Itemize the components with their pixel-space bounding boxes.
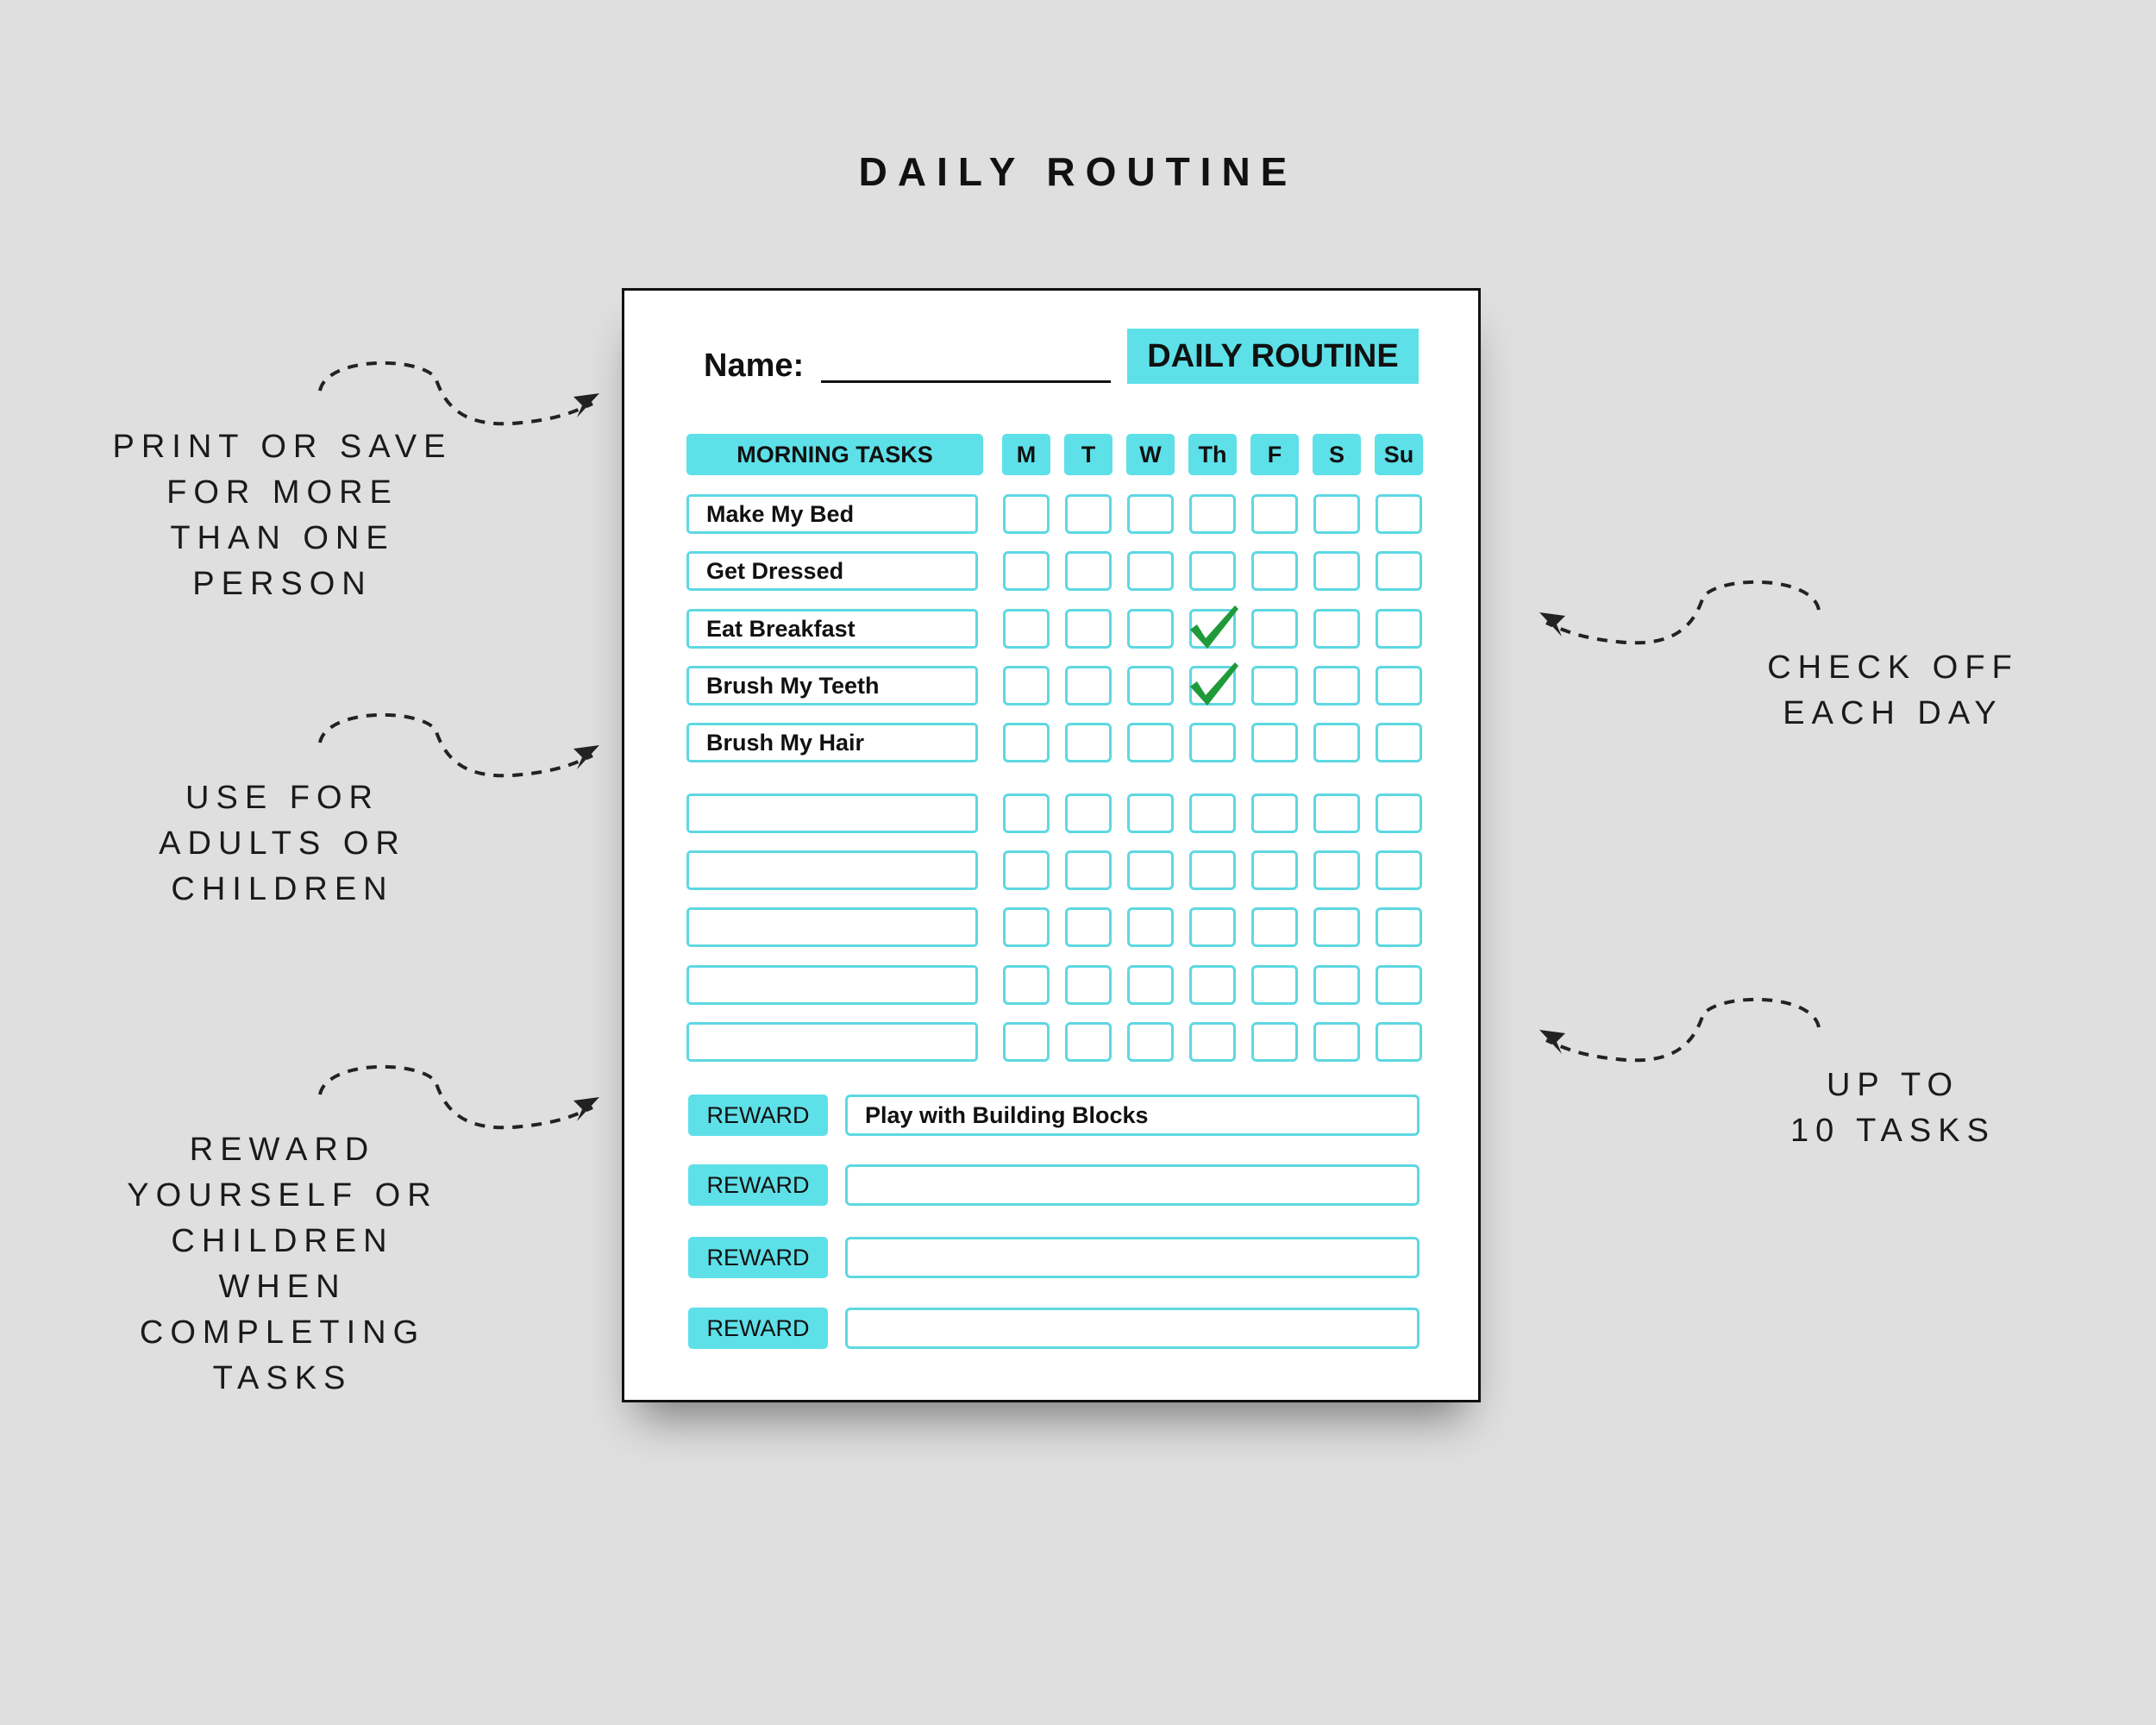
day-checkbox[interactable]: [1251, 666, 1298, 706]
day-checkbox[interactable]: [1003, 609, 1050, 649]
day-checkbox[interactable]: [1251, 794, 1298, 833]
day-header-m: M: [1002, 434, 1050, 475]
reward-field[interactable]: Play with Building Blocks: [845, 1095, 1420, 1136]
day-checkbox[interactable]: [1003, 907, 1050, 947]
day-header-th: Th: [1188, 434, 1237, 475]
day-checkbox[interactable]: [1127, 794, 1174, 833]
day-checkbox[interactable]: [1189, 850, 1236, 890]
day-checkbox[interactable]: [1376, 551, 1422, 591]
day-header-su: Su: [1375, 434, 1423, 475]
day-header-t: T: [1064, 434, 1112, 475]
day-checkbox[interactable]: [1189, 551, 1236, 591]
day-checkbox[interactable]: [1065, 609, 1112, 649]
dashed-curved-arrow-icon: [315, 704, 608, 781]
day-checkbox[interactable]: [1127, 965, 1174, 1005]
day-checkbox[interactable]: [1313, 794, 1360, 833]
name-label: Name:: [704, 348, 805, 384]
day-checkbox[interactable]: [1065, 494, 1112, 534]
dashed-curved-arrow-icon: [315, 1056, 608, 1133]
task-field[interactable]: Get Dressed: [686, 551, 978, 591]
day-checkbox[interactable]: [1003, 551, 1050, 591]
day-checkbox[interactable]: [1313, 551, 1360, 591]
sheet-title: DAILY ROUTINE: [1127, 329, 1419, 384]
day-checkbox[interactable]: [1313, 723, 1360, 762]
reward-field[interactable]: [845, 1308, 1420, 1349]
day-header-f: F: [1250, 434, 1299, 475]
task-field[interactable]: [686, 965, 978, 1005]
day-checkbox[interactable]: [1251, 907, 1298, 947]
day-checkbox[interactable]: [1376, 850, 1422, 890]
day-checkbox[interactable]: [1189, 1022, 1236, 1062]
routine-sheet: [622, 288, 1481, 1402]
day-checkbox[interactable]: [1127, 494, 1174, 534]
day-checkbox[interactable]: [1376, 723, 1422, 762]
day-checkbox[interactable]: [1251, 494, 1298, 534]
task-field[interactable]: [686, 1022, 978, 1062]
day-header-w: W: [1126, 434, 1175, 475]
day-checkbox[interactable]: [1313, 666, 1360, 706]
note-up-to-10-tasks: UP TO 10 TASKS: [1790, 1067, 1996, 1149]
day-checkbox[interactable]: [1065, 794, 1112, 833]
day-checkbox[interactable]: [1313, 609, 1360, 649]
day-checkbox[interactable]: [1189, 907, 1236, 947]
day-checkbox[interactable]: [1376, 1022, 1422, 1062]
reward-field[interactable]: [845, 1164, 1420, 1206]
day-checkbox[interactable]: [1376, 666, 1422, 706]
day-checkbox[interactable]: [1127, 609, 1174, 649]
task-field[interactable]: Eat Breakfast: [686, 609, 978, 649]
day-checkbox[interactable]: [1003, 794, 1050, 833]
task-field[interactable]: [686, 907, 978, 947]
note-check-off: CHECK OFF EACH DAY: [1767, 649, 2019, 731]
day-checkbox[interactable]: [1189, 494, 1236, 534]
day-checkbox[interactable]: [1003, 666, 1050, 706]
dashed-curved-arrow-icon: [315, 352, 608, 430]
day-checkbox[interactable]: [1313, 1022, 1360, 1062]
day-checkbox[interactable]: [1065, 723, 1112, 762]
page-title: DAILY ROUTINE: [858, 149, 1298, 194]
day-checkbox[interactable]: [1376, 494, 1422, 534]
reward-label: REWARD: [688, 1237, 828, 1278]
task-field[interactable]: [686, 794, 978, 833]
day-checkbox[interactable]: [1376, 965, 1422, 1005]
day-checkbox[interactable]: [1127, 850, 1174, 890]
day-checkbox[interactable]: [1127, 723, 1174, 762]
day-checkbox[interactable]: [1313, 907, 1360, 947]
day-checkbox[interactable]: [1127, 666, 1174, 706]
checkmark-icon: [1187, 657, 1242, 709]
day-checkbox[interactable]: [1376, 907, 1422, 947]
day-checkbox[interactable]: [1251, 850, 1298, 890]
day-checkbox[interactable]: [1189, 723, 1236, 762]
day-checkbox[interactable]: [1313, 850, 1360, 890]
day-checkbox[interactable]: [1313, 494, 1360, 534]
reward-label: REWARD: [688, 1308, 828, 1349]
task-field[interactable]: [686, 850, 978, 890]
note-print-or-save: PRINT OR SAVE FOR MORE THAN ONE PERSON: [112, 429, 453, 602]
reward-label: REWARD: [688, 1164, 828, 1206]
checkmark-icon: [1187, 600, 1242, 652]
morning-tasks-header: MORNING TASKS: [686, 434, 983, 475]
task-field[interactable]: Make My Bed: [686, 494, 978, 534]
day-checkbox[interactable]: [1189, 794, 1236, 833]
dashed-curved-arrow-icon: [1531, 988, 1824, 1066]
day-checkbox[interactable]: [1065, 551, 1112, 591]
day-checkbox[interactable]: [1127, 551, 1174, 591]
day-checkbox[interactable]: [1313, 965, 1360, 1005]
reward-label: REWARD: [688, 1095, 828, 1136]
day-checkbox[interactable]: [1065, 907, 1112, 947]
day-checkbox[interactable]: [1065, 1022, 1112, 1062]
day-checkbox[interactable]: [1251, 1022, 1298, 1062]
day-checkbox[interactable]: [1251, 723, 1298, 762]
day-checkbox[interactable]: [1065, 666, 1112, 706]
day-checkbox[interactable]: [1251, 965, 1298, 1005]
day-checkbox[interactable]: [1189, 965, 1236, 1005]
note-reward: REWARD YOURSELF OR CHILDREN WHEN COMPLETING TASKS: [127, 1132, 438, 1396]
day-checkbox[interactable]: [1003, 850, 1050, 890]
name-line[interactable]: [821, 380, 1111, 383]
day-checkbox[interactable]: [1003, 1022, 1050, 1062]
day-checkbox[interactable]: [1003, 494, 1050, 534]
day-checkbox[interactable]: [1376, 609, 1422, 649]
day-checkbox[interactable]: [1376, 794, 1422, 833]
day-header-s: S: [1313, 434, 1361, 475]
reward-field[interactable]: [845, 1237, 1420, 1278]
dashed-curved-arrow-icon: [1531, 571, 1824, 649]
day-checkbox[interactable]: [1065, 850, 1112, 890]
task-field[interactable]: Brush My Hair: [686, 723, 978, 762]
day-checkbox[interactable]: [1003, 965, 1050, 1005]
day-checkbox[interactable]: [1127, 907, 1174, 947]
note-adults-or-children: USE FOR ADULTS OR CHILDREN: [159, 780, 406, 907]
day-checkbox[interactable]: [1127, 1022, 1174, 1062]
task-field[interactable]: Brush My Teeth: [686, 666, 978, 706]
day-checkbox[interactable]: [1003, 723, 1050, 762]
day-checkbox[interactable]: [1251, 609, 1298, 649]
day-checkbox[interactable]: [1251, 551, 1298, 591]
day-checkbox[interactable]: [1065, 965, 1112, 1005]
